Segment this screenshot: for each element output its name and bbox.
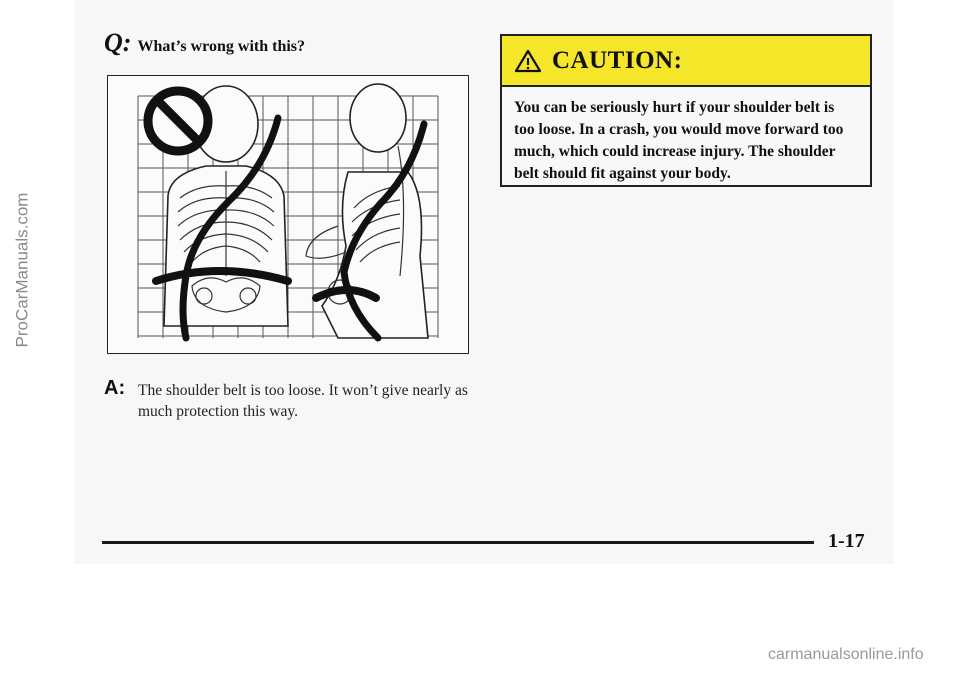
warning-triangle-icon — [514, 49, 542, 73]
caution-box — [500, 34, 872, 187]
question-line — [104, 28, 305, 58]
footer-rule — [102, 541, 814, 544]
loose-belt-illustration — [107, 75, 469, 354]
answer-text: The shoulder belt is too loose. It won’t give nearly as much protection this way. — [138, 382, 468, 420]
watermark-carmanualsonline: carmanualsonline.info — [768, 646, 924, 663]
caution-header — [502, 36, 870, 87]
prohibited-icon — [148, 91, 208, 151]
question-letter: Q: — [104, 28, 132, 57]
page-number: 1-17 — [828, 530, 865, 552]
caution-title: CAUTION: — [552, 46, 683, 74]
skeleton-drawing — [108, 76, 467, 352]
answer-letter: A: — [104, 377, 126, 399]
answer-block — [104, 377, 484, 422]
caution-body: You can be seriously hurt if your shoulder belt is too loose. In a crash, you would move forward too much, which could increase injury. The shoulder belt should fit against your body. — [514, 99, 844, 182]
question-text: What’s wrong with this? — [137, 38, 306, 55]
watermark-procarmanuals: ProCarManuals.com — [12, 192, 32, 348]
